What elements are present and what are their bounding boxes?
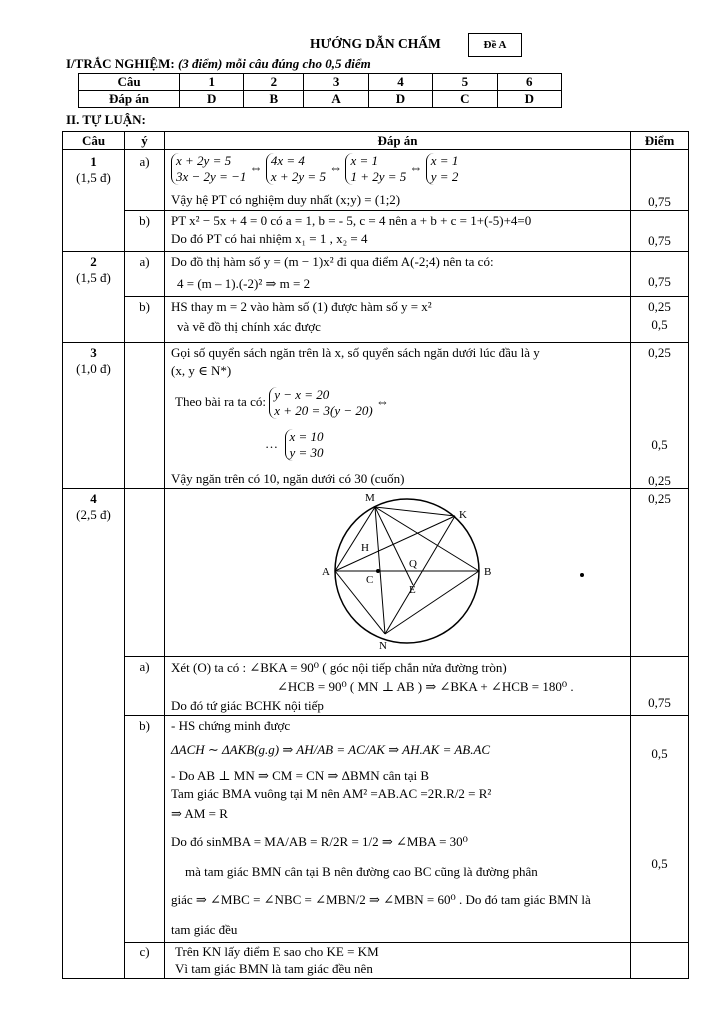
answer-text: Xét (O) ta có : ∠BKA = 90⁰ ( góc nội tiếp chắn nửa đường tròn): [171, 660, 507, 675]
score: 0,75: [648, 233, 671, 248]
part2-heading: II. TỰ LUẬN:: [66, 112, 146, 127]
question-cell: [63, 252, 125, 343]
table-row: [79, 74, 562, 91]
system-chain: [171, 153, 458, 185]
table-row: [63, 489, 689, 657]
part-label-text: c): [139, 944, 150, 959]
question-points: (2,5 đ): [76, 507, 111, 522]
score-cell: [631, 252, 689, 297]
page-title: HƯỚNG DẪN CHẤM: [310, 36, 441, 51]
part-label-text: b): [139, 213, 150, 228]
equivalence-symbol: ⇔: [409, 159, 423, 175]
equation: x = 1: [430, 153, 459, 168]
score: 0,25: [648, 491, 671, 506]
answer-text: ⇒ AM = R: [171, 806, 228, 821]
figure-cell: [165, 489, 631, 657]
answer-text: Do đó tứ giác BCHK nội tiếp: [171, 698, 324, 713]
answer-text: tam giác đều: [171, 922, 238, 937]
part-label: [125, 211, 165, 252]
table-row: [63, 252, 689, 297]
question-cell: [63, 150, 125, 252]
exam-version-box: Đề A: [468, 33, 522, 57]
score-cell: [631, 657, 689, 716]
equation-system: [345, 153, 406, 185]
question-number: 4: [368, 74, 432, 91]
answer-text: Theo bài ra ta có:: [175, 393, 266, 409]
part1-heading: [66, 56, 371, 72]
part-label: [125, 150, 165, 211]
score-cell: [631, 489, 689, 657]
table-row: [63, 343, 689, 489]
point-label-k: K: [459, 509, 467, 521]
figure-lines: [335, 507, 479, 634]
col-header: Điểm: [631, 132, 689, 150]
answer-text: Vậy ngăn trên có 10, ngăn dưới có 30 (cuốn): [171, 471, 405, 486]
answer-cell: C: [433, 91, 497, 108]
part-label-text: a): [139, 254, 150, 269]
answer-cell: [165, 252, 631, 297]
answer-cell: A: [304, 91, 368, 108]
point-label-a: A: [322, 566, 330, 578]
part-label: [125, 657, 165, 716]
equivalence-symbol: ⇔: [329, 159, 343, 175]
table-row: [63, 211, 689, 252]
system-line: [175, 387, 389, 419]
equation: x + 2y = 5: [176, 153, 232, 168]
geometry-figure: [165, 489, 631, 657]
score-cell: [631, 343, 689, 489]
score: 0,25: [648, 299, 671, 314]
score-cell: [631, 297, 689, 343]
part-label-text: b): [139, 299, 150, 314]
answer-text: mà tam giác BMN cân tại B nên đường cao BC cũng là đường phân: [185, 864, 538, 879]
col-header: Câu: [63, 132, 125, 150]
equation-system: [269, 387, 373, 419]
equation: x + 2y = 5: [270, 169, 326, 184]
answer-cell: [165, 150, 631, 211]
row-label: Đáp án: [79, 91, 180, 108]
equation: y − x = 20: [274, 387, 330, 402]
score: 0,75: [648, 274, 671, 289]
answer-text: giác ⇒ ∠MBC = ∠NBC = ∠MBN/2 ⇒ ∠MBN = 60⁰ . Do đó tam giác BMN là: [171, 892, 591, 907]
question-points: (1,5 đ): [76, 270, 111, 285]
part-label-text: a): [139, 154, 150, 169]
equivalence-symbol: ⇔: [249, 159, 263, 175]
answer-formula: ΔACH ∼ ΔAKB(g.g) ⇒ AH/AB = AC/AK ⇒ AH.AK = AB.AC: [171, 742, 491, 757]
answer-text: Vậy hệ PT có nghiệm duy nhất (x;y) = (1;2): [171, 192, 401, 207]
answer-cell: D: [497, 91, 561, 108]
table-row: [63, 297, 689, 343]
answer-cell: [165, 716, 631, 943]
answer-text: Vì tam giác BMN là tam giác đều nên: [175, 961, 373, 976]
answer-cell: [165, 297, 631, 343]
answer-text: - HS chứng minh được: [171, 718, 291, 733]
question-number: 2: [244, 74, 304, 91]
equation: 1 + 2y = 5: [350, 169, 407, 184]
part-label-text: a): [139, 659, 150, 674]
part-label: [125, 343, 165, 489]
score-cell: [631, 943, 689, 979]
question-number: 6: [497, 74, 561, 91]
table-header-row: [63, 132, 689, 150]
question-number: 4: [90, 491, 97, 506]
question-points: (1,5 đ): [76, 170, 111, 185]
score-cell: [631, 716, 689, 943]
question-number: 3: [304, 74, 368, 91]
table-row: [63, 943, 689, 979]
equation: y = 2: [430, 169, 459, 184]
point-label-q: Q: [409, 558, 417, 570]
point-label-m: M: [365, 492, 375, 504]
col-header: ý: [125, 132, 165, 150]
question-cell: [63, 343, 125, 489]
equation-system: [285, 429, 324, 461]
table-row: [63, 657, 689, 716]
equation: x + 20 = 3(y − 20): [274, 403, 373, 418]
answer-cell: [165, 657, 631, 716]
answer-text: 4 = (m – 1).(-2)² ⇒ m = 2: [177, 276, 311, 291]
answer-cell: [165, 211, 631, 252]
point-label-h: H: [361, 542, 369, 554]
answer-text: PT x² − 5x + 4 = 0 có a = 1, b = - 5, c = 4 nên a + b + c = 1+(-5)+4=0: [171, 213, 532, 228]
question-cell: [63, 489, 125, 979]
answer-text: Do đồ thị hàm số y = (m − 1)x² đi qua điểm A(-2;4) nên ta có:: [171, 254, 494, 269]
point-label-c: C: [366, 574, 374, 586]
answer-cell: [165, 943, 631, 979]
question-points: (1,0 đ): [76, 361, 111, 376]
answer-cell: D: [180, 91, 244, 108]
question-number: 3: [90, 345, 97, 360]
score: 0,5: [651, 437, 668, 452]
equation-system: [426, 153, 459, 185]
part-label: [125, 716, 165, 943]
equivalence-symbol: ⇔: [375, 393, 389, 409]
answer-text: Tam giác BMA vuông tại M nên AM² =AB.AC =2R.R/2 = R²: [171, 786, 492, 801]
score: 0,75: [648, 695, 671, 710]
equation: y = 30: [289, 445, 324, 460]
answer-text: HS thay m = 2 vào hàm số (1) được hàm số y = x²: [171, 299, 432, 314]
answer-text: (x, y ∈ N*): [171, 363, 232, 378]
row-label: Câu: [79, 74, 180, 91]
score: 0,5: [651, 746, 668, 761]
part-label-text: b): [139, 718, 150, 733]
equation: 4x = 4: [270, 153, 305, 168]
equation-system: [171, 153, 246, 185]
answer-cell: D: [368, 91, 432, 108]
equation-system: [266, 153, 326, 185]
part1-note: (3 điểm) mỗi câu đúng cho 0,5 điểm: [177, 56, 371, 71]
system-line: [265, 429, 324, 461]
part1-title: I/TRẮC NGHIỆM:: [66, 56, 178, 71]
score: 0,5: [651, 856, 668, 871]
point-label-e: E: [409, 584, 416, 596]
stray-dot: [580, 573, 584, 577]
score-cell: [631, 211, 689, 252]
table-row: [63, 716, 689, 943]
score-cell: [631, 150, 689, 211]
multiple-choice-table: [78, 73, 562, 108]
essay-table: [62, 131, 689, 979]
answer-text: - Do AB ⊥ MN ⇒ CM = CN ⇒ ΔBMN cân tại B: [171, 768, 430, 783]
part-label: [125, 943, 165, 979]
col-header: Đáp án: [165, 132, 631, 150]
table-row: [79, 91, 562, 108]
answer-text: và vẽ đồ thị chính xác được: [177, 319, 321, 334]
equation: x = 1: [350, 153, 378, 168]
part-label: [125, 297, 165, 343]
score: 0,25: [648, 345, 671, 360]
answer-cell: B: [244, 91, 304, 108]
answer-text: Gọi số quyển sách ngăn trên là x, số quyển sách ngăn dưới lúc đầu là y: [171, 345, 540, 360]
equation: x = 10: [289, 429, 324, 444]
point-label-b: B: [484, 566, 492, 578]
answer-text: Do đó sinMBA = MA/AB = R/2R = 1/2 ⇒ ∠MBA = 30⁰: [171, 834, 468, 849]
ellipsis: …: [265, 435, 278, 451]
question-number: 1: [90, 154, 97, 169]
question-number: 1: [180, 74, 244, 91]
score: 0,25: [648, 473, 671, 488]
equation: 3x − 2y = −1: [176, 169, 247, 184]
score: 0,75: [648, 194, 671, 209]
answer-text: Do đó PT có hai nhiệm x₁ = 1 , x₂ = 4: [171, 231, 368, 246]
point-label-n: N: [379, 640, 387, 652]
question-number: 2: [90, 254, 97, 269]
answer-text: Trên KN lấy điểm E sao cho KE = KM: [175, 944, 379, 959]
part-label: [125, 489, 165, 657]
answer-text: ∠HCB = 90⁰ ( MN ⊥ AB ) ⇒ ∠BKA + ∠HCB = 180⁰ .: [277, 679, 574, 694]
table-row: [63, 150, 689, 211]
question-number: 5: [433, 74, 497, 91]
part-label: [125, 252, 165, 297]
answer-cell: [165, 343, 631, 489]
score: 0,5: [651, 317, 668, 332]
